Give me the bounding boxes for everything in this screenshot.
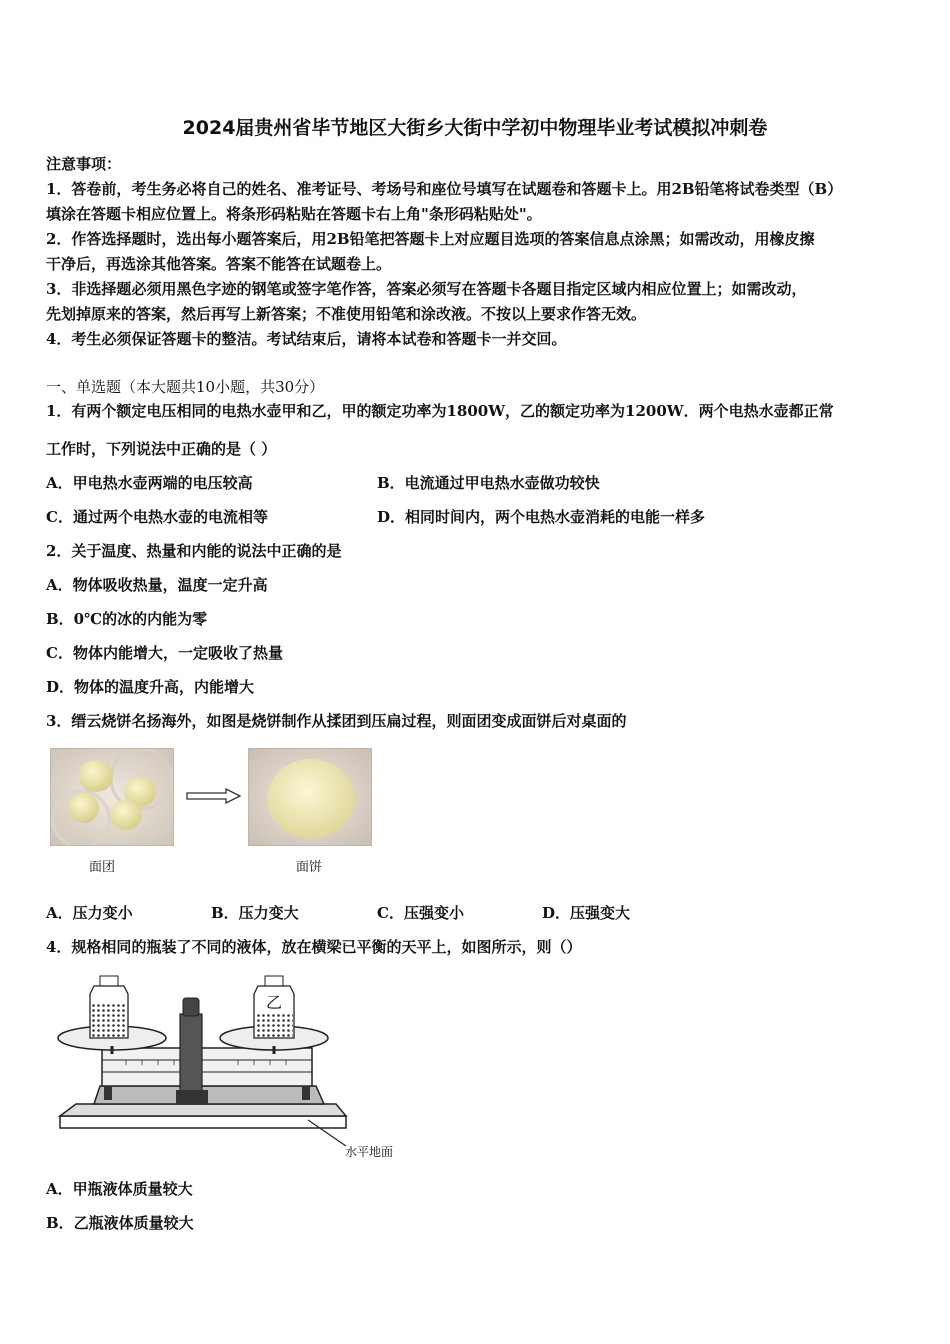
q2-option-a: A．物体吸收热量，温度一定升高 (46, 576, 268, 594)
note-3-line-2: 先划掉原来的答案，然后再写上新答案；不准使用铅笔和涂改液。不按以上要求作答无效。 (46, 305, 647, 323)
dough-balls-photo (50, 748, 174, 846)
q3-option-a: A．压力变小 (46, 904, 133, 922)
q2-option-d: D．物体的温度升高，内能增大 (46, 678, 255, 696)
q4-option-a: A．甲瓶液体质量较大 (46, 1180, 193, 1198)
q1-option-d: D．相同时间内，两个电热水壶消耗的电能一样多 (377, 508, 706, 526)
balance-diagram (46, 968, 406, 1163)
q1-option-a: A．甲电热水壶两端的电压较高 (46, 474, 253, 492)
q2-option-c: C．物体内能增大，一定吸收了热量 (46, 644, 283, 662)
q4-option-b: B．乙瓶液体质量较大 (46, 1214, 194, 1232)
note-1-line-2: 填涂在答题卡相应位置上。将条形码粘贴在答题卡右上角"条形码粘贴处"。 (46, 205, 542, 223)
note-3-line-1: 3．非选择题必须用黑色字迹的钢笔或签字笔作答，答案必须写在答题卡各题目指定区域内相应位置上；如需改动， (46, 280, 807, 298)
q2-stem: 2．关于温度、热量和内能的说法中正确的是 (46, 542, 342, 560)
flat-dough-photo (248, 748, 372, 846)
dough-ball-label: 面团 (89, 860, 116, 875)
note-4: 4．考生必须保证答题卡的整洁。考试结束后，请将本试卷和答题卡一并交回。 (46, 330, 567, 348)
section-heading: 一、单选题（本大题共10小题，共30分） (46, 378, 325, 396)
q2-option-b: B．0℃的冰的内能为零 (46, 610, 208, 628)
q4-stem: 4．规格相同的瓶装了不同的液体，放在横梁已平衡的天平上，如图所示，则（） (46, 938, 582, 956)
page-title: 2024届贵州省毕节地区大街乡大街中学初中物理毕业考试模拟冲刺卷 (182, 117, 768, 139)
q3-option-c: C．压强变小 (377, 904, 464, 922)
arrow-icon (186, 788, 242, 808)
q1-option-b: B．电流通过甲电热水壶做功较快 (377, 474, 600, 492)
flat-dough-label: 面饼 (296, 860, 323, 875)
notes-heading: 注意事项： (46, 155, 122, 173)
note-2-line-1: 2．作答选择题时，选出每小题答案后，用2B铅笔把答题卡上对应题目选项的答案信息点涂黑；如需改动，用橡皮擦 (46, 230, 815, 248)
q1-stem-line-2: 工作时，下列说法中正确的是（ ） (46, 440, 277, 458)
note-1-line-1: 1．答卷前，考生务必将自己的姓名、准考证号、考场号和座位号填写在试题卷和答题卡上。用2B铅笔将试卷类型（B） (46, 180, 843, 198)
q3-option-d: D．压强变大 (542, 904, 631, 922)
q3-option-b: B．压力变大 (211, 904, 299, 922)
q1-stem-line-1: 1．有两个额定电压相同的电热水壶甲和乙，甲的额定功率为1800W，乙的额定功率为1200W．两个电热水壶都正常 (46, 402, 834, 420)
note-2-line-2: 干净后，再选涂其他答案。答案不能答在试题卷上。 (46, 255, 392, 273)
ground-label: 水平地面 (345, 1145, 394, 1159)
q3-stem: 3．缙云烧饼名扬海外，如图是烧饼制作从揉团到压扁过程，则面团变成面饼后对桌面的 (46, 712, 627, 730)
q1-option-c: C．通过两个电热水壶的电流相等 (46, 508, 268, 526)
bottle-yi-label: 乙 (265, 993, 283, 1012)
